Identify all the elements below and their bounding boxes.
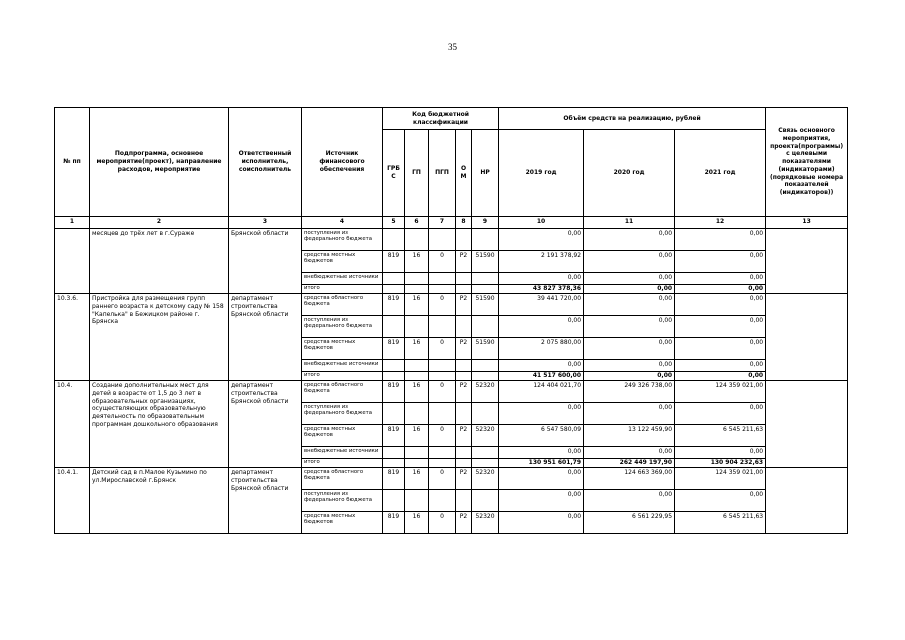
- nr-code: [472, 360, 499, 372]
- column-number: 2: [90, 217, 229, 229]
- gp-code: 16: [405, 294, 429, 316]
- grbs-code: [383, 403, 405, 425]
- column-number: 8: [456, 217, 472, 229]
- amount-2020: 0,00: [584, 316, 675, 338]
- column-number: 5: [383, 217, 405, 229]
- item-code: 10.4.1.: [55, 468, 90, 534]
- pgp-code: 0: [429, 338, 456, 360]
- pgp-code: [429, 360, 456, 372]
- indicator-link: [766, 294, 848, 381]
- pgp-code: [429, 229, 456, 251]
- header-year-2021: 2021 год: [675, 130, 766, 217]
- amount-2021: 0,00: [675, 273, 766, 285]
- pgp-code: 0: [429, 381, 456, 403]
- amount-2021: 124 359 021,00: [675, 381, 766, 403]
- pgp-code: 0: [429, 294, 456, 316]
- funding-source: средства областного бюджета: [302, 294, 383, 316]
- funding-source: поступления из федерального бюджета: [302, 403, 383, 425]
- om-code: [456, 372, 472, 381]
- header-year-2019: 2019 год: [499, 130, 584, 217]
- total-2020: 0,00: [584, 285, 675, 294]
- header-nr: НР: [472, 130, 499, 217]
- header-indicator-link: Связь основного мероприятия, проекта(программы) с целевыми показателями (индикаторами) (порядковые номера показателей (индикаторов)): [766, 108, 848, 217]
- amount-2020: 0,00: [584, 490, 675, 512]
- pgp-code: 0: [429, 512, 456, 534]
- om-code: [456, 316, 472, 338]
- header-om: ОМ: [456, 130, 472, 217]
- funding-source: внебюджетные источники: [302, 447, 383, 459]
- page-number: 35: [448, 42, 457, 52]
- grbs-code: 819: [383, 512, 405, 534]
- pgp-code: [429, 285, 456, 294]
- gp-code: 16: [405, 425, 429, 447]
- item-name: Детский сад в п.Малое Кузьмино по ул.Мирославской г.Брянск: [90, 468, 229, 534]
- table-row: [55, 468, 848, 490]
- indicator-link: [766, 381, 848, 468]
- column-number: 12: [675, 217, 766, 229]
- nr-code: [472, 490, 499, 512]
- total-2019: 43 827 378,36: [499, 285, 584, 294]
- nr-code: 52320: [472, 381, 499, 403]
- amount-2021: 0,00: [675, 294, 766, 316]
- om-code: [456, 229, 472, 251]
- column-number: 9: [472, 217, 499, 229]
- amount-2020: 0,00: [584, 229, 675, 251]
- column-number: 13: [766, 217, 848, 229]
- column-number: 1: [55, 217, 90, 229]
- grbs-code: 819: [383, 381, 405, 403]
- amount-2020: 0,00: [584, 360, 675, 372]
- om-code: [456, 360, 472, 372]
- amount-2019: 0,00: [499, 447, 584, 459]
- total-2021: 0,00: [675, 285, 766, 294]
- amount-2020: 13 122 459,90: [584, 425, 675, 447]
- header-gp: ГП: [405, 130, 429, 217]
- item-code: 10.4.: [55, 381, 90, 468]
- grbs-code: [383, 372, 405, 381]
- table-row: [55, 381, 848, 403]
- pgp-code: [429, 316, 456, 338]
- column-number: 6: [405, 217, 429, 229]
- gp-code: [405, 316, 429, 338]
- om-code: P2: [456, 251, 472, 273]
- column-number: 3: [229, 217, 302, 229]
- amount-2019: 6 547 580,09: [499, 425, 584, 447]
- gp-code: 16: [405, 381, 429, 403]
- pgp-code: [429, 403, 456, 425]
- header-source: Источник финансового обеспечения: [302, 108, 383, 217]
- gp-code: [405, 360, 429, 372]
- nr-code: [472, 447, 499, 459]
- gp-code: [405, 447, 429, 459]
- amount-2019: 0,00: [499, 316, 584, 338]
- amount-2019: 0,00: [499, 490, 584, 512]
- total-2020: 262 449 197,90: [584, 459, 675, 468]
- amount-2019: 0,00: [499, 512, 584, 534]
- amount-2019: 0,00: [499, 360, 584, 372]
- item-responsible: Брянской области: [229, 229, 302, 294]
- amount-2021: 0,00: [675, 360, 766, 372]
- grbs-code: [383, 490, 405, 512]
- funding-source: средства местных бюджетов: [302, 251, 383, 273]
- grbs-code: [383, 360, 405, 372]
- item-responsible: департамент строительства Брянской области: [229, 381, 302, 468]
- amount-2021: 0,00: [675, 251, 766, 273]
- funding-source: средства местных бюджетов: [302, 425, 383, 447]
- grbs-code: 819: [383, 294, 405, 316]
- om-code: [456, 403, 472, 425]
- item-code: 10.3.6.: [55, 294, 90, 381]
- header-volume: Объём средств на реализацию, рублей: [499, 108, 766, 130]
- nr-code: 51590: [472, 294, 499, 316]
- om-code: [456, 459, 472, 468]
- nr-code: [472, 403, 499, 425]
- item-responsible: департамент строительства Брянской области: [229, 294, 302, 381]
- amount-2019: 39 441 720,00: [499, 294, 584, 316]
- column-number: 4: [302, 217, 383, 229]
- column-number-row: [55, 217, 848, 229]
- pgp-code: [429, 490, 456, 512]
- om-code: P2: [456, 425, 472, 447]
- funding-source: средства местных бюджетов: [302, 338, 383, 360]
- om-code: [456, 447, 472, 459]
- column-number: 7: [429, 217, 456, 229]
- budget-table: [54, 107, 848, 534]
- om-code: [456, 285, 472, 294]
- pgp-code: 0: [429, 468, 456, 490]
- grbs-code: [383, 229, 405, 251]
- amount-2019: 2 075 880,00: [499, 338, 584, 360]
- grbs-code: 819: [383, 251, 405, 273]
- om-code: P2: [456, 381, 472, 403]
- gp-code: [405, 273, 429, 285]
- gp-code: [405, 490, 429, 512]
- nr-code: [472, 273, 499, 285]
- amount-2020: 6 561 229,95: [584, 512, 675, 534]
- pgp-code: [429, 372, 456, 381]
- gp-code: 16: [405, 512, 429, 534]
- nr-code: 52320: [472, 425, 499, 447]
- om-code: P2: [456, 338, 472, 360]
- amount-2019: 0,00: [499, 229, 584, 251]
- amount-2020: 124 663 369,00: [584, 468, 675, 490]
- indicator-link: [766, 468, 848, 534]
- table-row: [55, 294, 848, 316]
- header-pgp: ПГП: [429, 130, 456, 217]
- funding-source: внебюджетные источники: [302, 360, 383, 372]
- pgp-code: [429, 459, 456, 468]
- table-row: [55, 229, 848, 251]
- gp-code: [405, 403, 429, 425]
- om-code: [456, 273, 472, 285]
- funding-source: внебюджетные источники: [302, 273, 383, 285]
- gp-code: [405, 372, 429, 381]
- nr-code: [472, 285, 499, 294]
- nr-code: 52320: [472, 468, 499, 490]
- header-num: № пп: [55, 108, 90, 217]
- amount-2019: 0,00: [499, 273, 584, 285]
- nr-code: [472, 229, 499, 251]
- om-code: P2: [456, 512, 472, 534]
- total-2019: 41 517 600,00: [499, 372, 584, 381]
- amount-2020: 0,00: [584, 294, 675, 316]
- total-2021: 130 904 232,63: [675, 459, 766, 468]
- amount-2021: 0,00: [675, 338, 766, 360]
- grbs-code: [383, 316, 405, 338]
- grbs-code: 819: [383, 468, 405, 490]
- grbs-code: 819: [383, 338, 405, 360]
- pgp-code: [429, 447, 456, 459]
- table-body: [55, 217, 848, 534]
- item-name: месяцев до трёх лет в г.Сураже: [90, 229, 229, 294]
- amount-2021: 0,00: [675, 490, 766, 512]
- nr-code: [472, 372, 499, 381]
- column-number: 11: [584, 217, 675, 229]
- amount-2020: 0,00: [584, 273, 675, 285]
- gp-code: [405, 229, 429, 251]
- amount-2019: 124 404 021,70: [499, 381, 584, 403]
- funding-source: поступления из федерального бюджета: [302, 229, 383, 251]
- amount-2021: 0,00: [675, 229, 766, 251]
- indicator-link: [766, 229, 848, 294]
- nr-code: [472, 316, 499, 338]
- total-2021: 0,00: [675, 372, 766, 381]
- header-responsible: Ответственный исполнитель, соисполнитель: [229, 108, 302, 217]
- funding-source: поступления из федерального бюджета: [302, 316, 383, 338]
- grbs-code: [383, 273, 405, 285]
- nr-code: 51590: [472, 251, 499, 273]
- item-responsible: департамент строительства Брянской области: [229, 468, 302, 534]
- column-number: 10: [499, 217, 584, 229]
- grbs-code: [383, 459, 405, 468]
- amount-2021: 0,00: [675, 447, 766, 459]
- amount-2020: 249 326 738,00: [584, 381, 675, 403]
- grbs-code: 819: [383, 425, 405, 447]
- funding-source: поступления из федерального бюджета: [302, 490, 383, 512]
- nr-code: 51590: [472, 338, 499, 360]
- total-label: итого: [302, 459, 383, 468]
- om-code: P2: [456, 294, 472, 316]
- header-program: Подпрограмма, основное мероприятие(проект), направление расходов, мероприятие: [90, 108, 229, 217]
- funding-source: средства областного бюджета: [302, 468, 383, 490]
- total-label: итого: [302, 372, 383, 381]
- total-2019: 130 951 601,79: [499, 459, 584, 468]
- amount-2019: 0,00: [499, 403, 584, 425]
- item-name: Создание дополнительных мест для детей в возрасте от 1,5 до 3 лет в образовательных организациях, осуществляющих образовательную деятельность по образовательным программам дошкольного образования: [90, 381, 229, 468]
- nr-code: [472, 459, 499, 468]
- pgp-code: 0: [429, 425, 456, 447]
- amount-2021: 124 359 021,00: [675, 468, 766, 490]
- amount-2019: 2 191 378,92: [499, 251, 584, 273]
- gp-code: [405, 459, 429, 468]
- amount-2020: 0,00: [584, 338, 675, 360]
- total-label: итого: [302, 285, 383, 294]
- funding-source: средства местных бюджетов: [302, 512, 383, 534]
- amount-2020: 0,00: [584, 447, 675, 459]
- funding-source: средства областного бюджета: [302, 381, 383, 403]
- gp-code: 16: [405, 251, 429, 273]
- item-code: [55, 229, 90, 294]
- amount-2021: 0,00: [675, 316, 766, 338]
- grbs-code: [383, 285, 405, 294]
- om-code: [456, 490, 472, 512]
- amount-2021: 0,00: [675, 403, 766, 425]
- total-2020: 0,00: [584, 372, 675, 381]
- header-budget-classification: Код бюджетной классификации: [383, 108, 499, 130]
- amount-2019: 0,00: [499, 468, 584, 490]
- nr-code: 52320: [472, 512, 499, 534]
- om-code: P2: [456, 468, 472, 490]
- amount-2021: 6 545 211,63: [675, 425, 766, 447]
- pgp-code: [429, 273, 456, 285]
- gp-code: 16: [405, 468, 429, 490]
- amount-2020: 0,00: [584, 403, 675, 425]
- header-grbs: ГРБС: [383, 130, 405, 217]
- grbs-code: [383, 447, 405, 459]
- amount-2021: 6 545 211,63: [675, 512, 766, 534]
- amount-2020: 0,00: [584, 251, 675, 273]
- item-name: Пристройка для размещения групп раннего возраста к детскому саду № 158 "Капелька" в Бежицком районе г. Брянска: [90, 294, 229, 381]
- gp-code: 16: [405, 338, 429, 360]
- header-year-2020: 2020 год: [584, 130, 675, 217]
- gp-code: [405, 285, 429, 294]
- pgp-code: 0: [429, 251, 456, 273]
